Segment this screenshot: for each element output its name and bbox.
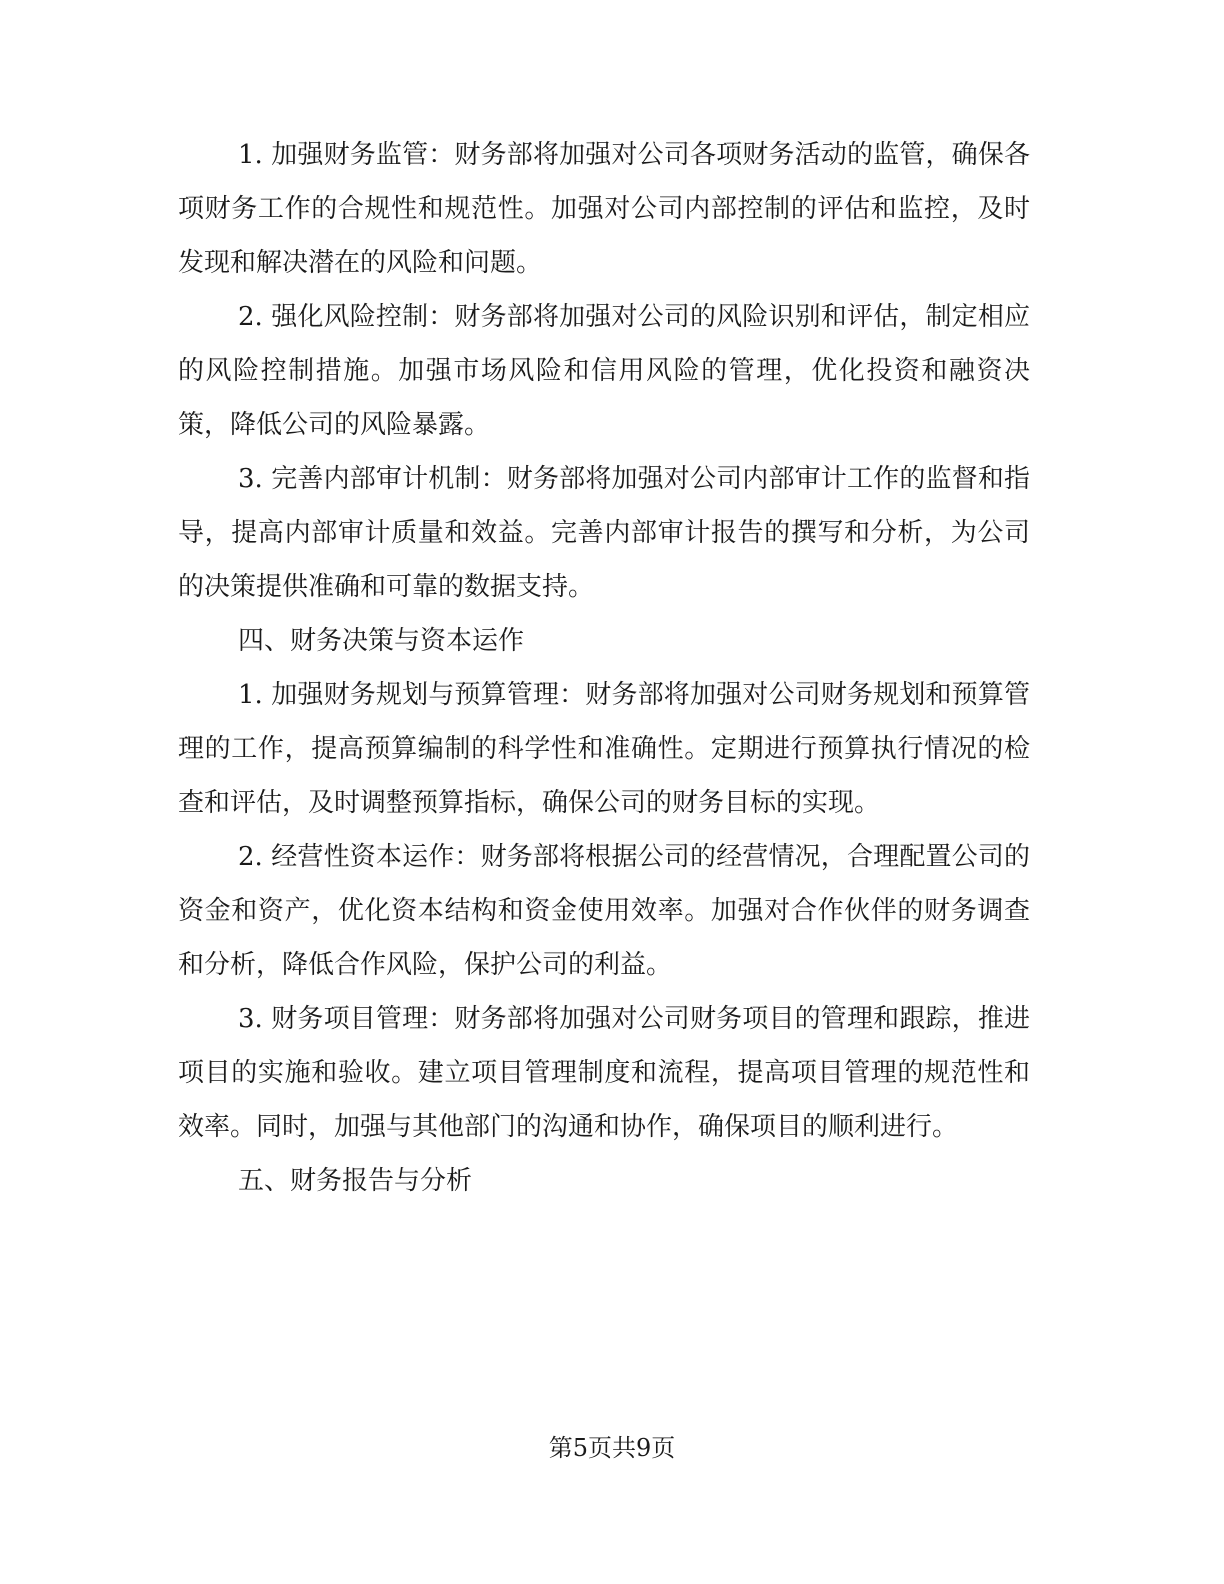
page-number: 第5页共9页 — [548, 1434, 676, 1462]
paragraph-budget-management: 1. 加强财务规划与预算管理：财务部将加强对公司财务规划和预算管理的工作，提高预算编制的科学性和准确性。定期进行预算执行情况的检查和评估，及时调整预算指标，确保公司的财务目标的实现。 — [178, 680, 1030, 818]
section-heading-financial-reporting: 五、财务报告与分析 — [238, 1166, 473, 1196]
paragraph-risk-control: 2. 强化风险控制：财务部将加强对公司的风险识别和评估，制定相应的风险控制措施。加强市场风险和信用风险的管理，优化投资和融资决策，降低公司的风险暴露。 — [178, 302, 1030, 440]
paragraph-capital-operation: 2. 经营性资本运作：财务部将根据公司的经营情况，合理配置公司的资金和资产，优化资本结构和资金使用效率。加强对合作伙伴的财务调查和分析，降低合作风险，保护公司的利益。 — [178, 842, 1030, 980]
paragraph-internal-audit: 3. 完善内部审计机制：财务部将加强对公司内部审计工作的监督和指导，提高内部审计质量和效益。完善内部审计报告的撰写和分析，为公司的决策提供准确和可靠的数据支持。 — [178, 464, 1030, 602]
paragraph-project-management: 3. 财务项目管理：财务部将加强对公司财务项目的管理和跟踪，推进项目的实施和验收。建立项目管理制度和流程，提高项目管理的规范性和效率。同时，加强与其他部门的沟通和协作，确保项目的顺利进行。 — [178, 1004, 1030, 1142]
section-heading-financial-decisions: 四、财务决策与资本运作 — [238, 626, 525, 656]
paragraph-strengthen-supervision: 1. 加强财务监管：财务部将加强对公司各项财务活动的监管，确保各项财务工作的合规性和规范性。加强对公司内部控制的评估和监控，及时发现和解决潜在的风险和问题。 — [178, 140, 1030, 278]
page-body — [178, 128, 1030, 1208]
